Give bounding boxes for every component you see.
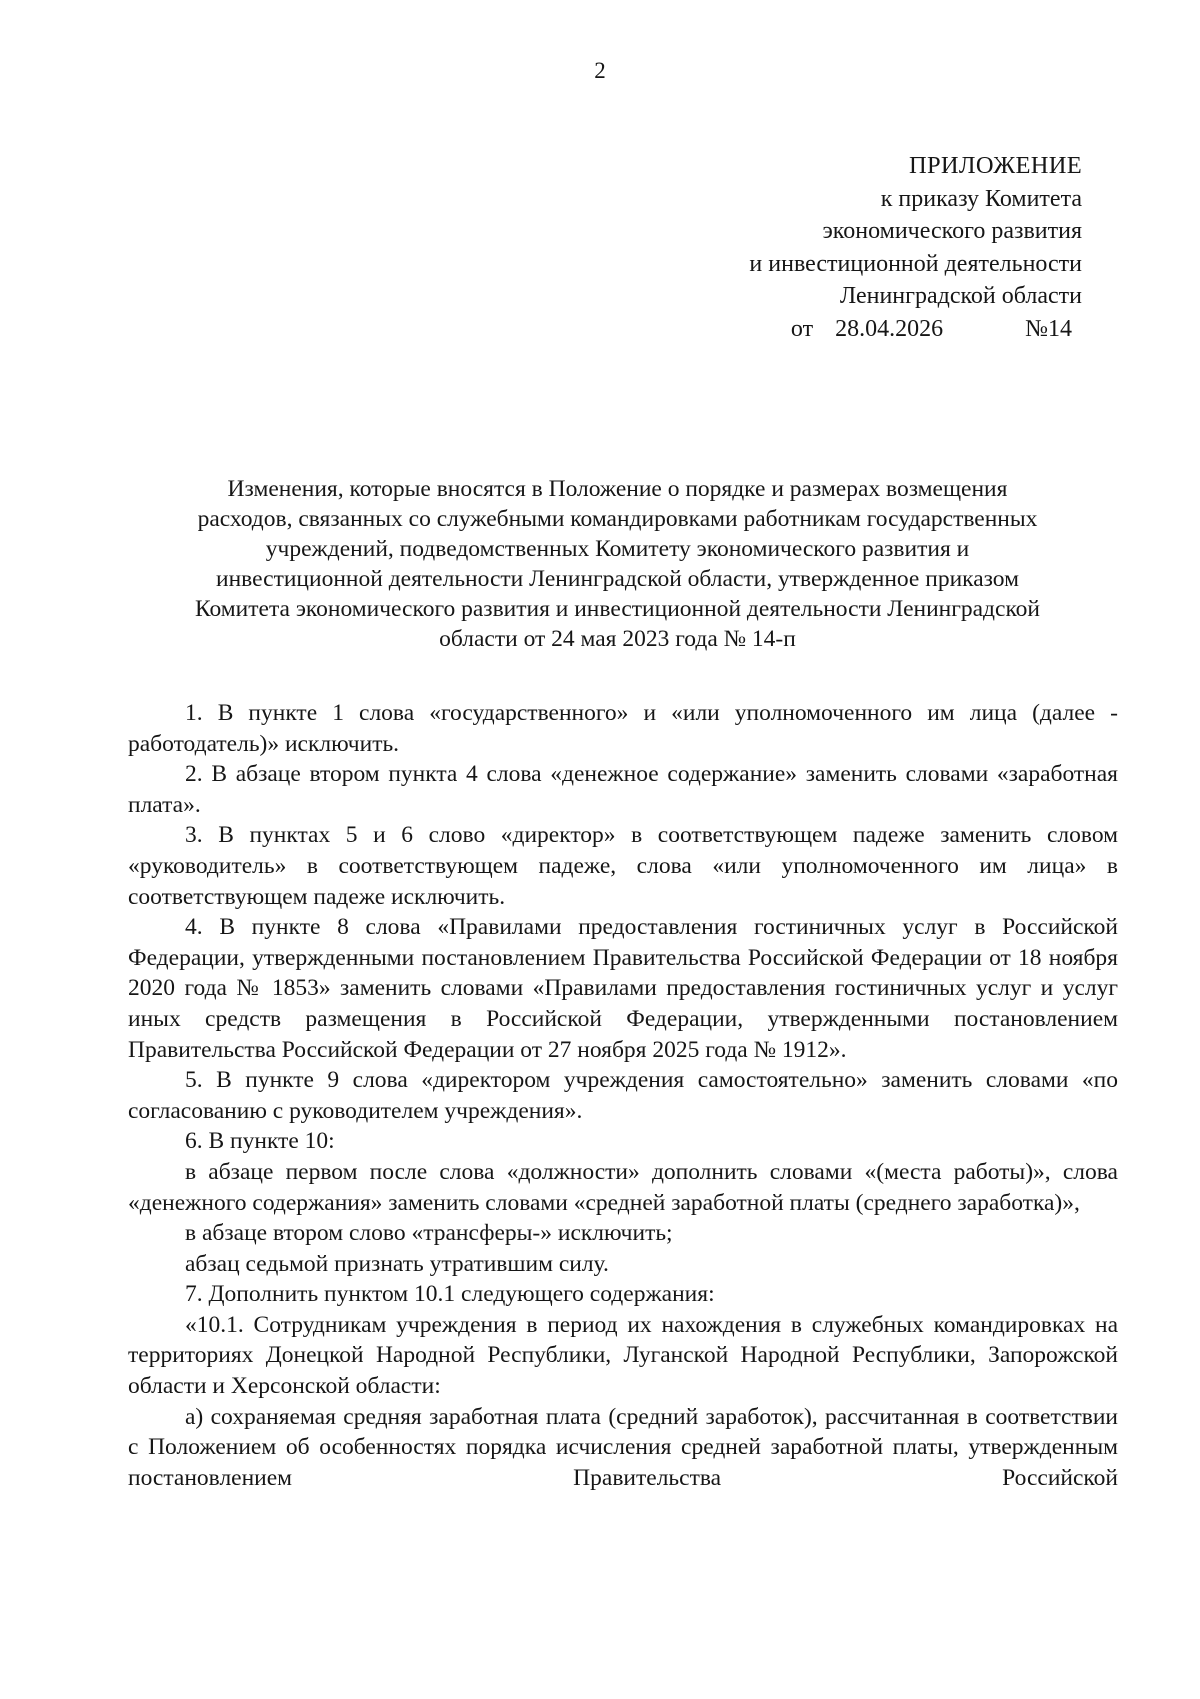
appendix-line-3: и инвестиционной деятельности bbox=[749, 250, 1082, 277]
title-line: расходов, связанных со служебными командировками работникам государственных bbox=[197, 506, 1038, 532]
paragraph-item-7: 7. Дополнить пунктом 10.1 следующего содержания: bbox=[185, 1281, 715, 1308]
paragraph-item-6-sub-2: в абзаце втором слово «трансферы-» исключить; bbox=[185, 1220, 673, 1247]
title-line: Комитета экономического развития и инвестиционной деятельности Ленинградской bbox=[195, 596, 1040, 622]
appendix-line-2: экономического развития bbox=[822, 218, 1082, 244]
order-number: №14 bbox=[1025, 315, 1072, 342]
paragraph-item-6-sub-3: абзац седьмой признать утратившим силу. bbox=[185, 1250, 609, 1277]
title-line: Изменения, которые вносятся в Положение о порядке и размерах возмещения bbox=[227, 476, 1008, 502]
title-line: учреждений, подведомственных Комитету экономического развития и bbox=[265, 536, 970, 562]
paragraph-item-4: 4. В пункте 8 слова «Правилами предоставления гостиничных услуг в Российской Федерации, утвержденными постановлением Правительства Российской Федерации от 18 ноября 2020 года № 1853» заменить словами «Правилами предоставления гостиничных услуг и услуг иных средств размещения в Российской Федерации, утвержденными постановлением Правительства Российской Федерации от 27 ноября 2025 года № 1912». bbox=[128, 914, 1118, 1063]
appendix-line-4: Ленинградской области bbox=[839, 283, 1082, 309]
paragraph-item-3: 3. В пунктах 5 и 6 слово «директор» в соответствующем падеже заменить словом «руководитель» в соответствующем падеже, слова «или уполномоченного им лица» в соответствующем падеже исключить. bbox=[128, 822, 1118, 910]
paragraph-item-7-quote: «10.1. Сотрудникам учреждения в период их нахождения в служебных командировках на территориях Донецкой Народной Республики, Луганской Народной Республики, Запорожской области и Херсонской области: bbox=[128, 1311, 1118, 1400]
appendix-heading: ПРИЛОЖЕНИЕ bbox=[909, 152, 1082, 179]
document-title bbox=[120, 474, 1115, 654]
appendix-line-1: к приказу Комитета bbox=[880, 185, 1082, 212]
appendix-header bbox=[749, 150, 1082, 345]
paragraph-item-2: 2. В абзаце втором пункта 4 слова «денежное содержание» заменить словами «заработная плата». bbox=[128, 761, 1118, 818]
paragraph-item-6-sub-1: в абзаце первом после слова «должности» дополнить словами «(места работы)», слова «денежного содержания» заменить словами «средней заработной платы (среднего заработка)», bbox=[128, 1158, 1118, 1216]
order-date-number bbox=[749, 313, 1072, 346]
paragraph-item-6: 6. В пункте 10: bbox=[185, 1128, 335, 1155]
paragraph-item-7-sub-a: а) сохраняемая средняя заработная плата (средний заработок), рассчитанная в соответствии с Положением об особенностях порядка исчисления средней заработной платы, утвержденным постановлением Правительства Российской bbox=[128, 1403, 1118, 1491]
document-body bbox=[128, 698, 1118, 1493]
page-number: 2 bbox=[594, 58, 606, 83]
order-from-label: от bbox=[790, 315, 814, 342]
paragraph-item-5: 5. В пункте 9 слова «директором учреждения самостоятельно» заменить словами «по согласованию с руководителем учреждения». bbox=[128, 1067, 1118, 1124]
paragraph-item-1: 1. В пункте 1 слова «государственного» и «или уполномоченного им лица (далее - работодатель)» исключить. bbox=[128, 700, 1118, 757]
order-date: 28.04.2026 bbox=[835, 315, 944, 342]
title-line: инвестиционной деятельности Ленинградской области, утвержденное приказом bbox=[216, 566, 1019, 592]
title-line: области от 24 мая 2023 года № 14-п bbox=[439, 626, 796, 652]
